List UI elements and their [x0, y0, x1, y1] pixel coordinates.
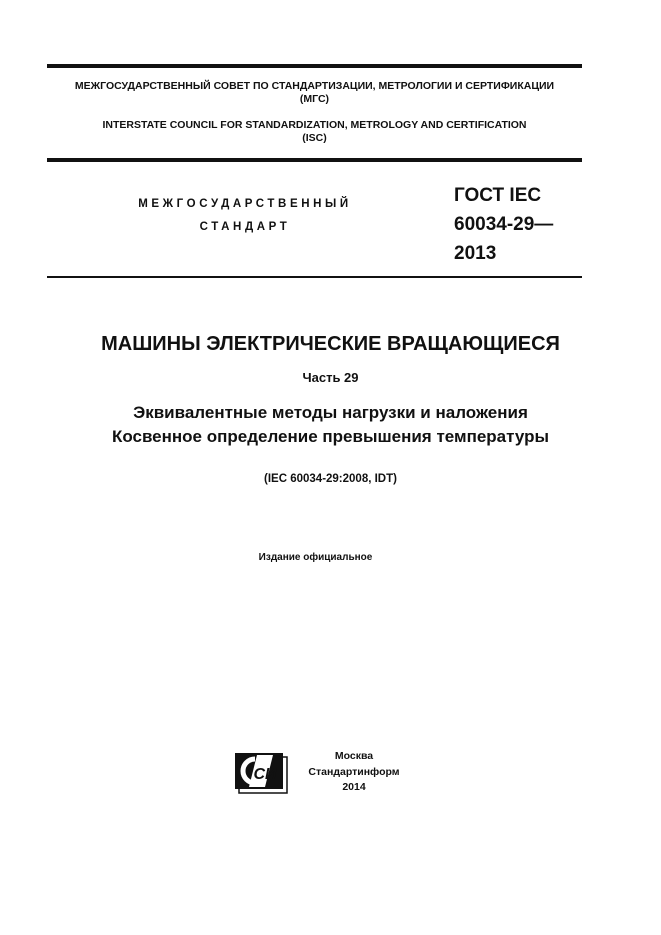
- standard-kind-line-1: МЕЖГОСУДАРСТВЕННЫЙ: [138, 198, 352, 210]
- document-title: МАШИНЫ ЭЛЕКТРИЧЕСКИЕ ВРАЩАЮЩИЕСЯ: [101, 333, 560, 355]
- subtitle-line-1: Эквивалентные методы нагрузки и наложения: [133, 403, 528, 422]
- publisher-name: Стандартинформ: [308, 765, 400, 778]
- standartinform-logo-icon: [233, 749, 291, 797]
- publisher-city: Москва: [334, 750, 374, 762]
- council-name-english: [47, 119, 582, 145]
- subtitle-line-2: Косвенное определение превышения температуры: [111, 427, 550, 446]
- standard-number: [454, 181, 579, 268]
- standard-number-line-1: ГОСТ IEC: [454, 185, 542, 206]
- bottom-rule: [47, 276, 582, 278]
- top-rule: [47, 64, 582, 68]
- council-en-line-1: INTERSTATE COUNCIL FOR STANDARDIZATION, METROLOGY AND CERTIFICATION: [102, 119, 527, 131]
- edition-label: Издание официальное: [258, 552, 373, 563]
- publication-year: 2014: [342, 781, 366, 793]
- council-en-line-2: (ISC): [302, 132, 327, 144]
- council-ru-line-1: МЕЖГОСУДАРСТВЕННЫЙ СОВЕТ ПО СТАНДАРТИЗАЦИИ, МЕТРОЛОГИИ И СЕРТИФИКАЦИИ: [74, 80, 555, 92]
- iec-reference: (IEC 60034-29:2008, IDT): [264, 473, 397, 485]
- council-ru-line-2: (МГС): [299, 93, 330, 105]
- standard-number-line-2: 60034-29—: [454, 214, 554, 235]
- document-subtitle: [0, 401, 661, 449]
- middle-rule: [47, 158, 582, 162]
- publisher-block: [292, 749, 416, 796]
- standard-kind-line-2: СТАНДАРТ: [199, 221, 291, 233]
- standard-number-line-3: 2013: [454, 243, 497, 264]
- part-number: Часть 29: [302, 370, 359, 385]
- logo-text: СИ: [253, 766, 277, 783]
- council-name-russian: [47, 80, 582, 106]
